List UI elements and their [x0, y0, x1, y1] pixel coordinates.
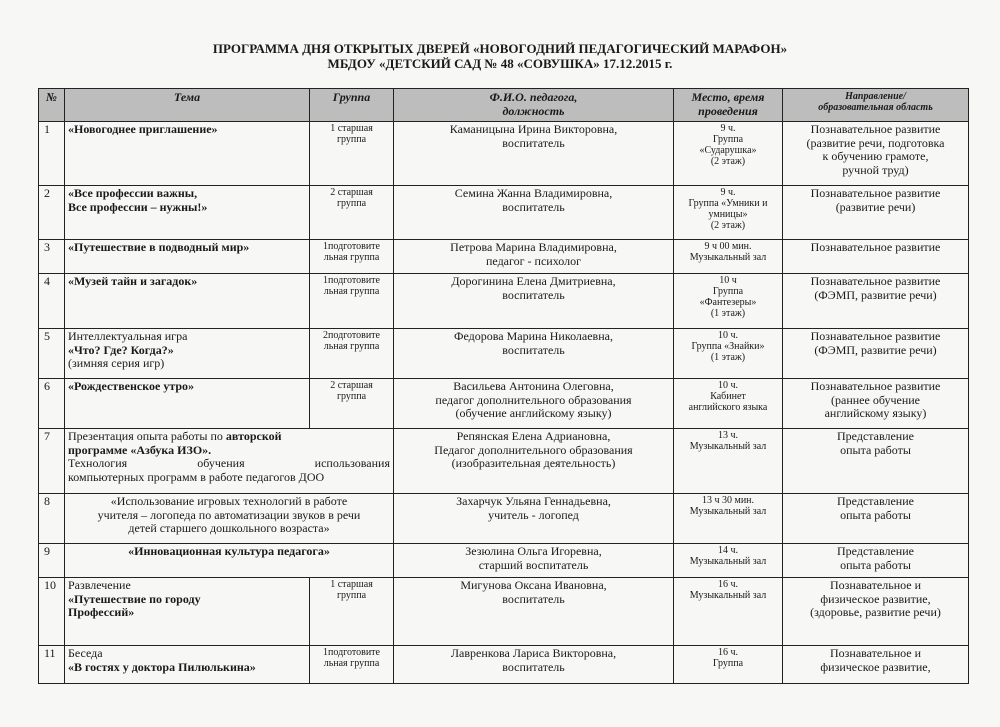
row-topic: «Рождественское утро»: [65, 379, 310, 429]
row-group: 2 старшая группа: [310, 186, 394, 240]
row-group: 1подготовите льная группа: [310, 274, 394, 329]
row-group: 2 старшая группа: [310, 379, 394, 429]
row-direction: Познавательное развитие (развитие речи, подготовка к обучению грамоте, ручной труд): [783, 122, 969, 186]
row-topic: «Использование игровых технологий в работе учителя – логопеда по автоматизации звуков в речи детей старшего дошкольного возраста»: [65, 494, 394, 544]
row-place: 9 ч. Группа «Сударушка» (2 этаж): [674, 122, 783, 186]
header-num: №: [39, 89, 65, 122]
row-topic: Развлечение «Путешествие по городу Профессий»: [65, 578, 310, 646]
row-place: 14 ч. Музыкальный зал: [674, 544, 783, 578]
table-row: [39, 379, 969, 429]
row-teacher: Семина Жанна Владимировна, воспитатель: [394, 186, 674, 240]
row-group: 1 старшая группа: [310, 122, 394, 186]
row-direction: Представление опыта работы: [783, 429, 969, 494]
row-topic: «Новогоднее приглашение»: [65, 122, 310, 186]
row-topic: Презентация опыта работы по авторской программе «Азбука ИЗО». Технология обучения использования компьютерных программ в работе педагогов ДОО: [65, 429, 394, 494]
document-title: ПРОГРАММА ДНЯ ОТКРЫТЫХ ДВЕРЕЙ «НОВОГОДНИЙ ПЕДАГОГИЧЕСКИЙ МАРАФОН»: [212, 41, 788, 56]
row-group: 2подготовите льная группа: [310, 329, 394, 379]
row-group: 1 старшая группа: [310, 578, 394, 646]
row-place: 9 ч. Группа «Умники и умницы» (2 этаж): [674, 186, 783, 240]
table-row: [39, 578, 969, 646]
table-row: [39, 646, 969, 684]
row-place: 10 ч. Группа «Знайки» (1 этаж): [674, 329, 783, 379]
row-place: 16 ч. Музыкальный зал: [674, 578, 783, 646]
document-subtitle: МБДОУ «ДЕТСКИЙ САД № 48 «СОВУШКА» 17.12.2015 г.: [327, 56, 673, 71]
row-direction: Представление опыта работы: [783, 494, 969, 544]
row-direction: Познавательное развитие (ФЭМП, развитие речи): [783, 329, 969, 379]
row-num: 8: [39, 494, 65, 544]
row-teacher: Захарчук Ульяна Геннадьевна, учитель - логопед: [394, 494, 674, 544]
row-group: 1подготовите льная группа: [310, 646, 394, 684]
row-group: 1подготовите льная группа: [310, 240, 394, 274]
row-num: 5: [39, 329, 65, 379]
row-num: 1: [39, 122, 65, 186]
row-direction: Познавательное развитие: [783, 240, 969, 274]
row-direction: Познавательное развитие (ФЭМП, развитие речи): [783, 274, 969, 329]
header-topic: Тема: [65, 89, 310, 122]
row-topic: «Инновационная культура педагога»: [65, 544, 394, 578]
row-place: 10 ч. Кабинет английского языка: [674, 379, 783, 429]
row-teacher: Мигунова Оксана Ивановна, воспитатель: [394, 578, 674, 646]
table-row: [39, 274, 969, 329]
row-teacher: Каманицына Ирина Викторовна, воспитатель: [394, 122, 674, 186]
row-teacher: Федорова Марина Николаевна, воспитатель: [394, 329, 674, 379]
table-row: [39, 329, 969, 379]
table-header-row: [39, 89, 969, 122]
row-place: 13 ч 30 мин. Музыкальный зал: [674, 494, 783, 544]
row-num: 7: [39, 429, 65, 494]
row-place: 16 ч. Группа: [674, 646, 783, 684]
row-num: 3: [39, 240, 65, 274]
row-topic: Интеллектуальная игра «Что? Где? Когда?» (зимняя серия игр): [65, 329, 310, 379]
table-row: [39, 494, 969, 544]
header-place: Место, время проведения: [674, 89, 783, 122]
row-direction: Познавательное развитие (развитие речи): [783, 186, 969, 240]
table-row: [39, 186, 969, 240]
header-direction: Направление/ образовательная область: [783, 89, 969, 122]
row-num: 4: [39, 274, 65, 329]
row-num: 11: [39, 646, 65, 684]
row-direction: Познавательное развитие (раннее обучение английскому языку): [783, 379, 969, 429]
header-teacher: Ф.И.О. педагога, должность: [394, 89, 674, 122]
row-topic: Беседа «В гостях у доктора Пилюлькина»: [65, 646, 310, 684]
table-row: [39, 544, 969, 578]
row-place: 10 ч Группа «Фантезеры» (1 этаж): [674, 274, 783, 329]
table-row: [39, 122, 969, 186]
row-num: 10: [39, 578, 65, 646]
row-num: 2: [39, 186, 65, 240]
program-table: [38, 88, 969, 684]
row-direction: Познавательное и физическое развитие,: [783, 646, 969, 684]
row-teacher: Петрова Марина Владимировна, педагог - психолог: [394, 240, 674, 274]
table-row: [39, 240, 969, 274]
row-topic: «Путешествие в подводный мир»: [65, 240, 310, 274]
row-num: 6: [39, 379, 65, 429]
row-topic: «Музей тайн и загадок»: [65, 274, 310, 329]
row-num: 9: [39, 544, 65, 578]
table-row: [39, 429, 969, 494]
row-teacher: Васильева Антонина Олеговна, педагог дополнительного образования (обучение английскому языку): [394, 379, 674, 429]
row-teacher: Зезюлина Ольга Игоревна, старший воспитатель: [394, 544, 674, 578]
row-topic: «Все профессии важны, Все профессии – нужны!»: [65, 186, 310, 240]
row-teacher: Лавренкова Лариса Викторовна, воспитатель: [394, 646, 674, 684]
row-place: 13 ч. Музыкальный зал: [674, 429, 783, 494]
row-teacher: Репянская Елена Адриановна, Педагог дополнительного образования (изобразительная деятельность): [394, 429, 674, 494]
header-group: Группа: [310, 89, 394, 122]
row-direction: Представление опыта работы: [783, 544, 969, 578]
row-teacher: Дорогинина Елена Дмитриевна, воспитатель: [394, 274, 674, 329]
row-direction: Познавательное и физическое развитие, (здоровье, развитие речи): [783, 578, 969, 646]
row-place: 9 ч 00 мин. Музыкальный зал: [674, 240, 783, 274]
